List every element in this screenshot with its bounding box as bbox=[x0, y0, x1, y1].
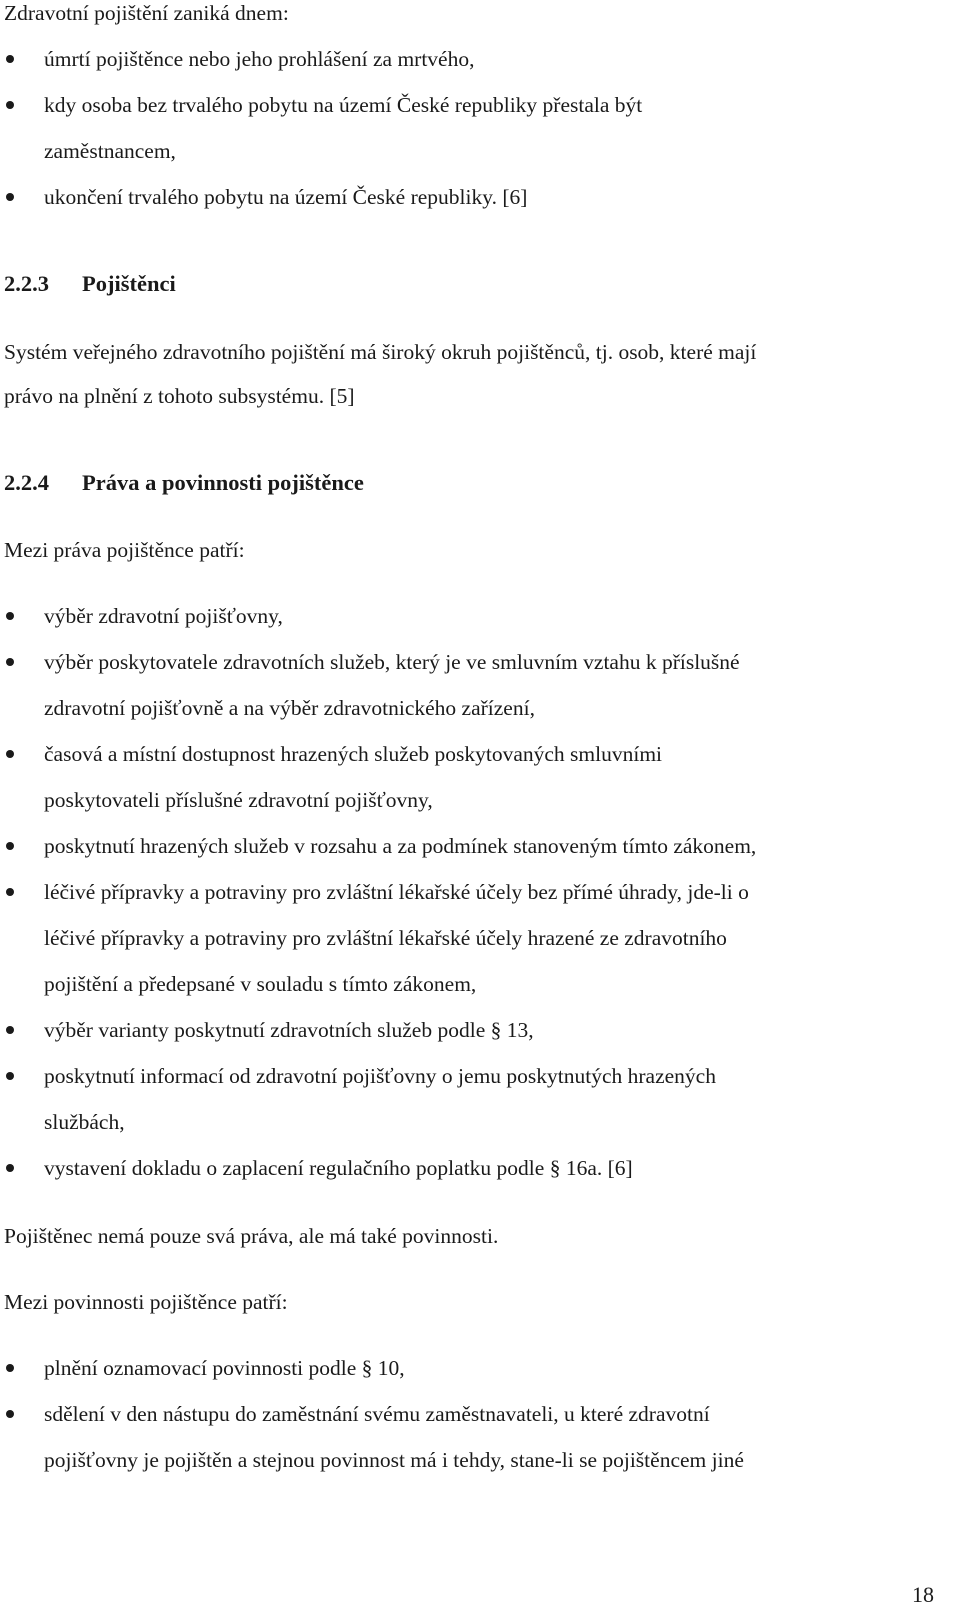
bullet-icon bbox=[6, 1364, 14, 1372]
list-item-line: výběr varianty poskytnutí zdravotních služeb podle § 13, bbox=[44, 1018, 534, 1042]
list-item-line: zaměstnancem, bbox=[44, 139, 176, 163]
insured-paragraph-line-2: právo na plnění z tohoto subsystému. [5] bbox=[4, 384, 355, 408]
list-item-line: léčivé přípravky a potraviny pro zvláštní lékařské účely bez přímé úhrady, jde-li o bbox=[44, 880, 749, 904]
bullet-icon bbox=[6, 193, 14, 201]
list-item bbox=[0, 731, 756, 823]
section-title: Práva a povinnosti pojištěnce bbox=[82, 470, 364, 495]
list-item bbox=[0, 823, 756, 869]
bullet-icon bbox=[6, 612, 14, 620]
list-item-line: plnění oznamovací povinnosti podle § 10, bbox=[44, 1356, 405, 1380]
bullet-icon bbox=[6, 658, 14, 666]
bullet-icon bbox=[6, 888, 14, 896]
bullet-icon bbox=[6, 1072, 14, 1080]
bullet-icon bbox=[6, 1026, 14, 1034]
list-item bbox=[0, 869, 756, 1007]
bullet-icon bbox=[6, 1164, 14, 1172]
section-title: Pojištěnci bbox=[82, 271, 176, 296]
bullet-icon bbox=[6, 750, 14, 758]
section-number: 2.2.3 bbox=[4, 271, 49, 296]
list-item-line: kdy osoba bez trvalého pobytu na území České republiky přestala být bbox=[44, 93, 643, 117]
list-item bbox=[0, 1391, 744, 1483]
section-heading-2-2-4 bbox=[4, 460, 364, 506]
duties-list bbox=[0, 1345, 744, 1483]
list-item-line: ukončení trvalého pobytu na území České republiky. [6] bbox=[44, 185, 528, 209]
duties-note: Pojištěnec nemá pouze svá práva, ale má také povinnosti. bbox=[4, 1224, 499, 1248]
list-item bbox=[0, 36, 642, 82]
list-item-line: poskytovateli příslušné zdravotní pojišťovny, bbox=[44, 788, 433, 812]
list-item bbox=[0, 82, 642, 174]
section-number: 2.2.4 bbox=[4, 470, 49, 495]
list-item bbox=[0, 1053, 756, 1145]
duties-intro: Mezi povinnosti pojištěnce patří: bbox=[4, 1290, 288, 1314]
list-item-line: léčivé přípravky a potraviny pro zvláštní lékařské účely hrazené ze zdravotního bbox=[44, 926, 727, 950]
page-number: 18 bbox=[912, 1582, 934, 1607]
list-item bbox=[0, 174, 642, 220]
list-item-line: sdělení v den nástupu do zaměstnání svému zaměstnavateli, u které zdravotní bbox=[44, 1402, 710, 1426]
list-item-line: časová a místní dostupnost hrazených služeb poskytovaných smluvními bbox=[44, 742, 663, 766]
list-item bbox=[0, 1007, 756, 1053]
list-item-line: pojišťovny je pojištěn a stejnou povinnost má i tehdy, stane-li se pojištěncem jiné bbox=[44, 1448, 744, 1472]
termination-list bbox=[0, 36, 642, 220]
bullet-icon bbox=[6, 1410, 14, 1418]
list-item-line: poskytnutí informací od zdravotní pojišťovny o jemu poskytnutých hrazených bbox=[44, 1064, 716, 1088]
list-item-line: službách, bbox=[44, 1110, 125, 1134]
bullet-icon bbox=[6, 101, 14, 109]
list-item bbox=[0, 1345, 744, 1391]
bullet-icon bbox=[6, 55, 14, 63]
section-heading-2-2-3 bbox=[4, 261, 176, 307]
intro-paragraph: Zdravotní pojištění zaniká dnem: bbox=[4, 1, 289, 25]
list-item bbox=[0, 639, 756, 731]
list-item-line: úmrtí pojištěnce nebo jeho prohlášení za mrtvého, bbox=[44, 47, 475, 71]
list-item-line: pojištění a předepsané v souladu s tímto zákonem, bbox=[44, 972, 477, 996]
rights-intro: Mezi práva pojištěnce patří: bbox=[4, 538, 245, 562]
rights-list bbox=[0, 593, 756, 1191]
list-item-line: zdravotní pojišťovně a na výběr zdravotnického zařízení, bbox=[44, 696, 535, 720]
insured-paragraph-line-1: Systém veřejného zdravotního pojištění má široký okruh pojištěnců, tj. osob, které mají bbox=[4, 340, 757, 364]
list-item-line: výběr poskytovatele zdravotních služeb, který je ve smluvním vztahu k příslušné bbox=[44, 650, 740, 674]
bullet-icon bbox=[6, 842, 14, 850]
list-item-line: vystavení dokladu o zaplacení regulačního poplatku podle § 16a. [6] bbox=[44, 1156, 633, 1180]
list-item-line: výběr zdravotní pojišťovny, bbox=[44, 604, 283, 628]
list-item-line: poskytnutí hrazených služeb v rozsahu a za podmínek stanoveným tímto zákonem, bbox=[44, 834, 757, 858]
list-item bbox=[0, 593, 756, 639]
list-item bbox=[0, 1145, 756, 1191]
